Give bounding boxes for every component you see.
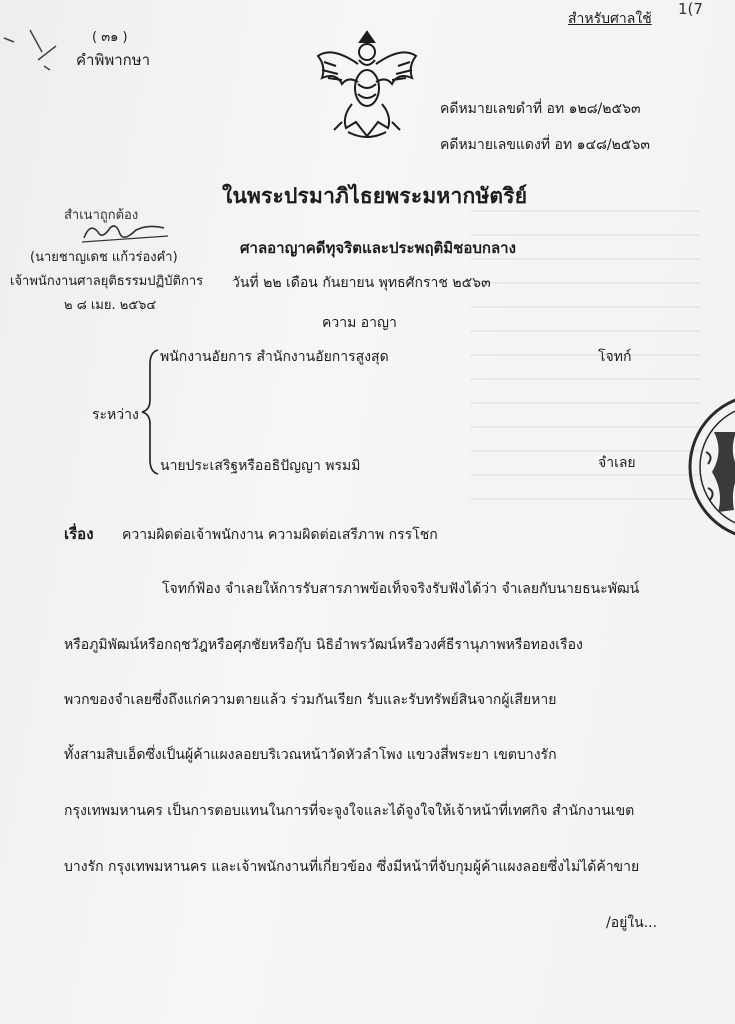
certification-date: ๒ ๘ เมย. ๒๕๖๔: [64, 298, 157, 313]
subject-text: ความผิดต่อเจ้าพนักงาน ความผิดต่อเสรีภาพ กรรโชก: [122, 527, 438, 543]
body-line: หรือภูมิพัฒน์หรือกฤชวัฎหรือศุภชัยหรือกุ๊บ นิธิอำพรวัฒน์หรือวงศ์ธีรานุภาพหรือทองเรือง: [64, 637, 583, 653]
black-case-number: คดีหมายเลขดำที่ อท ๑๒๘/๒๕๖๓: [440, 101, 641, 117]
signer-position: เจ้าพนักงานศาลยุติธรรมปฏิบัติการ: [10, 274, 204, 289]
body-line: กรุงเทพมหานคร เป็นการตอบแทนในการที่จะจูงใจและได้จูงใจให้เจ้าหน้าที่เทศกิจ สำนักงานเขต: [64, 803, 635, 819]
continuation-marker: /อยู่ใน...: [606, 915, 658, 931]
between-label: ระหว่าง: [92, 407, 139, 423]
plaintiff-name: พนักงานอัยการ สำนักงานอัยการสูงสุด: [160, 349, 389, 365]
signer-name: (นายชาญเดช แก้วร่องคำ): [30, 250, 178, 265]
for-court-use-label: สำหรับศาลใช้: [568, 11, 652, 27]
body-line: โจทก์ฟ้อง จำเลยให้การรับสารภาพข้อเท็จจริงรับฟังได้ว่า จำเลยกับนายธนะพัฒน์: [162, 581, 640, 597]
page-number-mark: 1(7: [678, 0, 703, 18]
certified-copy-label: สำเนาถูกต้อง: [64, 208, 139, 223]
signature-icon: [64, 218, 174, 248]
court-name: ศาลอาญาคดีทุจริตและประพฤติมิชอบกลาง: [240, 239, 516, 257]
subject-label: เรื่อง: [64, 525, 94, 543]
pen-mark-icon: [0, 20, 60, 80]
case-type: ความ อาญา: [322, 315, 397, 331]
brace-icon: [140, 348, 162, 476]
garuda-emblem-icon: [312, 26, 422, 141]
form-number: ( ๓๑ ): [92, 30, 128, 45]
court-seal-icon: [684, 392, 735, 542]
form-title: คำพิพากษา: [76, 51, 151, 69]
defendant-name: นายประเสริฐหรืออธิปัญญา พรมมิ: [160, 458, 361, 474]
red-case-number: คดีหมายเลขแดงที่ อท ๑๔๘/๒๕๖๓: [440, 137, 650, 153]
royal-heading: ในพระปรมาภิไธยพระมหากษัตริย์: [222, 184, 528, 208]
body-line: พวกของจำเลยซึ่งถึงแก่ความตายแล้ว ร่วมกันเรียก รับและรับทรัพย์สินจากผู้เสียหาย: [64, 692, 557, 708]
defendant-role: จำเลย: [598, 455, 636, 471]
judgment-date: วันที่ ๒๒ เดือน กันยายน พุทธศักราช ๒๕๖๓: [232, 275, 491, 291]
body-line: บางรัก กรุงเทพมหานคร และเจ้าพนักงานที่เกี่ยวข้อง ซึ่งมีหน้าที่จับกุมผู้ค้าแผงลอยซึ่งไม่ได้ค้าขาย: [64, 859, 640, 875]
plaintiff-role: โจทก์: [598, 349, 632, 365]
body-line: ทั้งสามสิบเอ็ดซึ่งเป็นผู้ค้าแผงลอยบริเวณหน้าวัดหัวลำโพง แขวงสี่พระยา เขตบางรัก: [64, 747, 557, 763]
